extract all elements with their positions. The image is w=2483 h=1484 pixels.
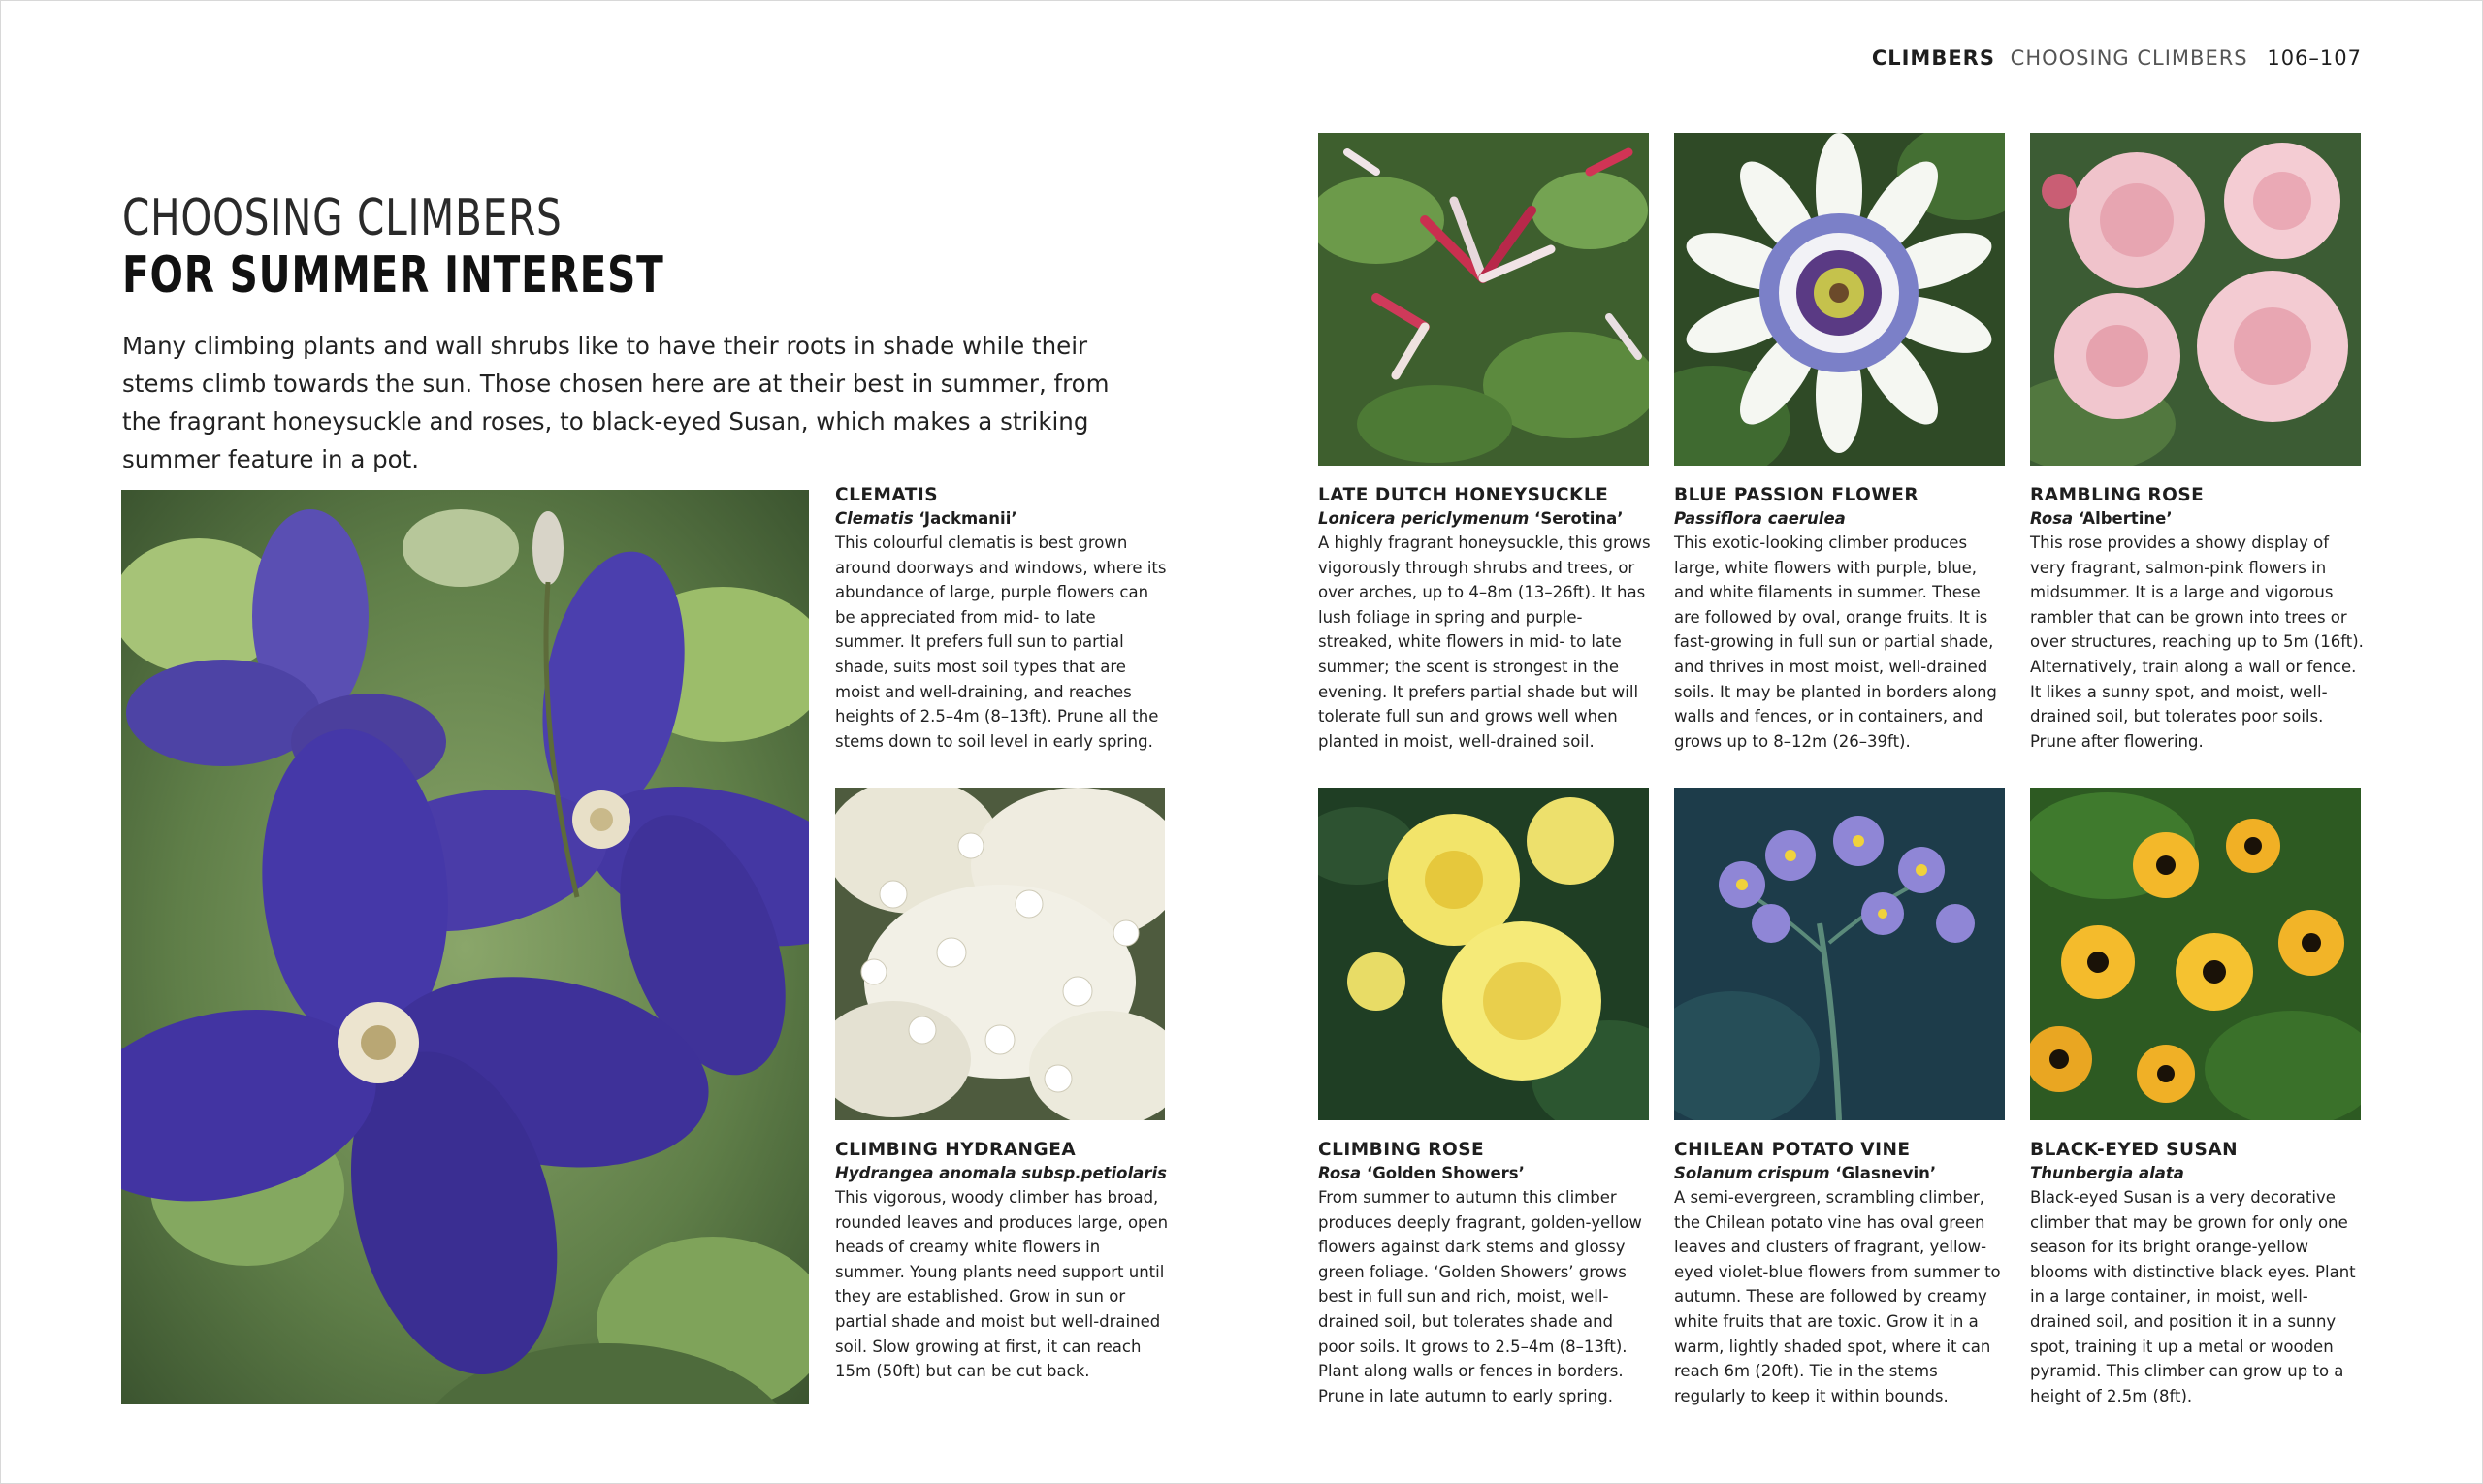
plant-description: From summer to autumn this climber produces deeply fragrant, golden-yellow flowers against dark stems and glossy green foliage. ‘Golden Showers’ grows best in full sun and rich, moist, well-drained soil, but tolerates shade and poor soils. It grows to 2.5–4m (8–13ft). Plant along walls or fences in borders. Prune in late autumn to early spring. — [1318, 1188, 1642, 1405]
plant-entry-climbing-hydrangea — [835, 1138, 1170, 1384]
plant-latin-name: Rosa ‘Albertine’ — [2030, 509, 2173, 528]
plant-latin-name: Hydrangea anomala subsp.petiolaris — [835, 1164, 1167, 1182]
plant-description: This exotic-looking climber produces large, white flowers with purple, blue, and white filaments in summer. These are followed by oval, orange fruits. It is fast-growing in full sun or partial shade, and thrives in most moist, well-drained soils. It may be planted in borders along walls and fences, or in containers, and grows up to 8–12m (26–39ft). — [1674, 533, 1997, 751]
running-header — [1872, 47, 2362, 70]
plant-latin-name: Rosa ‘Golden Showers’ — [1318, 1164, 1525, 1182]
intro-paragraph: Many climbing plants and wall shrubs like to have their roots in shade while their stems climb towards the sun. Those chosen here are at their best in summer, from the fragrant honeysuckle and roses, to black-eyed Susan, which makes a striking summer feature in a pot. — [122, 332, 1110, 473]
plant-description: A highly fragrant honeysuckle, this grows vigorously through shrubs and trees, or over arches, up to 4–8m (13–26ft). It has lush foliage in spring and purple-streaked, white flowers in mid- to late summer; the scent is strongest in the evening. It prefers partial shade but will tolerate full sun and grows well when planted in moist, well-drained soil. — [1318, 533, 1651, 751]
plant-name: CHILEAN POTATO VINE — [1674, 1140, 1911, 1160]
black-eyed-susan-photo — [2030, 788, 2361, 1120]
plant-latin-name: Lonicera periclymenum ‘Serotina’ — [1318, 509, 1624, 528]
title-line-1: CHOOSING CLIMBERS — [122, 189, 563, 247]
header-section: CLIMBERS — [1871, 47, 1995, 70]
plant-entry-blue-passion-flower — [1674, 483, 2009, 754]
title-line-2: FOR SUMMER INTEREST — [122, 245, 664, 305]
plant-entry-rambling-rose — [2030, 483, 2365, 754]
chilean-potato-vine-photo — [1674, 788, 2005, 1120]
plant-name: BLUE PASSION FLOWER — [1674, 485, 1919, 505]
plant-entry-climbing-rose — [1318, 1138, 1653, 1408]
plant-description: This rose provides a showy display of very fragrant, salmon-pink flowers in midsummer. It is a large and vigorous rambler that can be grown into trees or over structures, reaching up to 5m (16ft). Alternatively, train along a wall or fence. It likes a sunny spot, and moist, well-drained soil, but tolerates poor soils. Prune after flowering. — [2030, 533, 2364, 751]
plant-latin-name: Solanum crispum ‘Glasnevin’ — [1674, 1164, 1937, 1182]
climbing-rose-photo — [1318, 788, 1649, 1120]
plant-entry-late-dutch-honeysuckle — [1318, 483, 1653, 754]
plant-latin-name: Thunbergia alata — [2030, 1164, 2184, 1182]
clematis-photo — [121, 490, 809, 1404]
late-dutch-honeysuckle-photo — [1318, 133, 1649, 466]
plant-name: CLIMBING HYDRANGEA — [835, 1140, 1077, 1160]
blue-passion-flower-photo — [1674, 133, 2005, 466]
plant-entry-chilean-potato-vine — [1674, 1138, 2009, 1408]
rambling-rose-photo — [2030, 133, 2361, 466]
climbing-hydrangea-photo — [835, 788, 1165, 1120]
page-numbers: 106–107 — [2267, 47, 2362, 70]
plant-latin-name: Clematis ‘Jackmanii’ — [835, 509, 1017, 528]
header-chapter: CHOOSING CLIMBERS — [2010, 47, 2248, 70]
plant-name: LATE DUTCH HONEYSUCKLE — [1318, 485, 1609, 505]
plant-name: RAMBLING ROSE — [2030, 485, 2205, 505]
plant-name: CLEMATIS — [835, 485, 939, 505]
page-title — [122, 189, 817, 305]
plant-description: A semi-evergreen, scrambling climber, the Chilean potato vine has oval green leaves and clusters of fragrant, yellow-eyed violet-blue flowers from summer to autumn. These are followed by creamy white fruits that are toxic. Grow it in a warm, lightly shaded spot, where it can reach 6m (20ft). Tie in the stems regularly to keep it within bounds. — [1674, 1188, 2001, 1405]
plant-description: This vigorous, woody climber has broad, rounded leaves and produces large, open heads of creamy white flowers in summer. Young plants need support until they are established. Grow in sun or partial shade and moist but well-drained soil. Slow growing at first, it can reach 15m (50ft) but can be cut back. — [835, 1188, 1169, 1381]
plant-description: Black-eyed Susan is a very decorative climber that may be grown for only one season for its bright orange-yellow blooms with distinctive black eyes. Plant in a large container, in moist, well-drained soil, and position it in a sunny spot, training it up a metal or wooden pyramid. This climber can grow up to a height of 2.5m (8ft). — [2030, 1188, 2356, 1405]
plant-entry-clematis — [835, 483, 1170, 754]
plant-name: CLIMBING ROSE — [1318, 1140, 1485, 1160]
plant-latin-name: Passiflora caerulea — [1674, 509, 1846, 528]
plant-entry-black-eyed-susan — [2030, 1138, 2365, 1408]
plant-description: This colourful clematis is best grown around doorways and windows, where its abundance of large, purple flowers can be appreciated from mid- to late summer. It prefers full sun to partial shade, suits most soil types that are moist and well-draining, and reaches heights of 2.5–4m (8–13ft). Prune all the stems down to soil level in early spring. — [835, 533, 1167, 751]
plant-name: BLACK-EYED SUSAN — [2030, 1140, 2239, 1160]
